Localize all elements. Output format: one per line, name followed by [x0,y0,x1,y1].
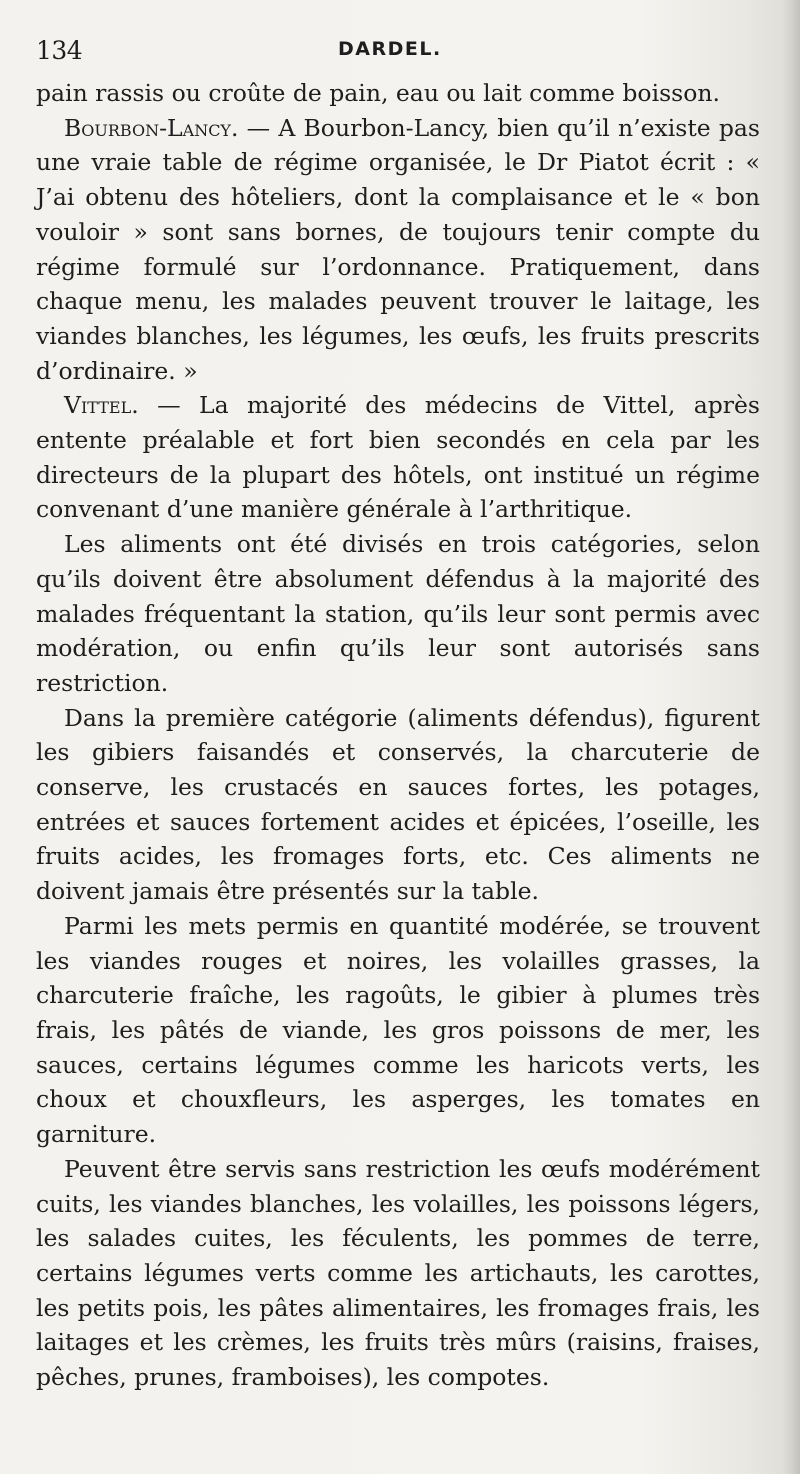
paragraph-vittel [36,388,760,527]
paragraph-text: Les aliments ont été divisés en trois catégories, selon qu’ils doivent être absolument défendus à la majorité des malades fréquentant la station, qu’ils leur sont permis avec modération, ou enfin qu’ils leur sont autorisés sans restriction. [36,530,760,697]
paragraph-text: Parmi les mets permis en quantité modérée, se trouvent les viandes rouges et noires, les volailles grasses, la charcuterie fraîche, les ragoûts, le gibier à plumes très frais, les pâtés de viande, les gros poissons de mer, les sauces, certains légumes comme les haricots verts, les choux et chouxfleurs, les asperges, les tomates en garniture. [36,911,760,1149]
paragraph-bourbon-lancy [36,111,760,389]
page-edge-shadow [782,0,800,1474]
paragraph-text: — A Bourbon-Lancy, bien qu’il n’existe pas une vraie table de régime organisée, le Dr Piatot écrit : « J’ai obtenu des hôteliers, dont la complaisance et le « bon vouloir » sont sans bornes, de toujours tenir compte du régime formulé sur l’ordonnance. Pratiquement, dans chaque menu, les malades peuvent trouver le laitage, les viandes blanches, les légumes, les œufs, les fruits prescrits d’ordinaire. » [36,113,760,385]
paragraph-categories [36,527,760,701]
paragraph-moderate-foods [36,909,760,1152]
paragraph-unrestricted-foods [36,1152,760,1395]
section-lead-bourbon-lancy: Bourbon-Lancy. [64,113,239,142]
running-head: DARDEL. [338,38,442,60]
page-number: 134 [36,36,83,65]
paragraph-text: — La majorité des médecins de Vittel, après entente préalable et fort bien secondés en cela par les directeurs de la plupart des hôtels, ont institué un régime convenant d’une manière générale à l’arthritique. [36,391,760,524]
paragraph-text: Dans la première catégorie (aliments défendus), figurent les gibiers faisandés et conservés, la charcuterie de conserve, les crustacés en sauces fortes, les potages, entrées et sauces fortement acides et épicées, l’oseille, les fruits acides, les fromages forts, etc. Ces aliments ne doivent jamais être présentés sur la table. [36,703,760,906]
paragraph-text: Peuvent être servis sans restriction les œufs modérément cuits, les viandes blanches, les volailles, les poissons légers, les salades cuites, les féculents, les pommes de terre, certains légumes verts comme les artichauts, les carottes, les petits pois, les pâtes alimentaires, les fromages frais, les laitages et les crèmes, les fruits très mûrs (raisins, fraises, pêches, prunes, framboises), les compotes. [36,1154,760,1392]
section-lead-vittel: Vittel. [64,391,139,420]
page-header [36,30,756,70]
paragraph-forbidden-foods [36,701,760,909]
body-text [36,76,760,1395]
paragraph-continuation [36,76,760,111]
paragraph-text: pain rassis ou croûte de pain, eau ou lait comme boisson. [36,79,720,107]
